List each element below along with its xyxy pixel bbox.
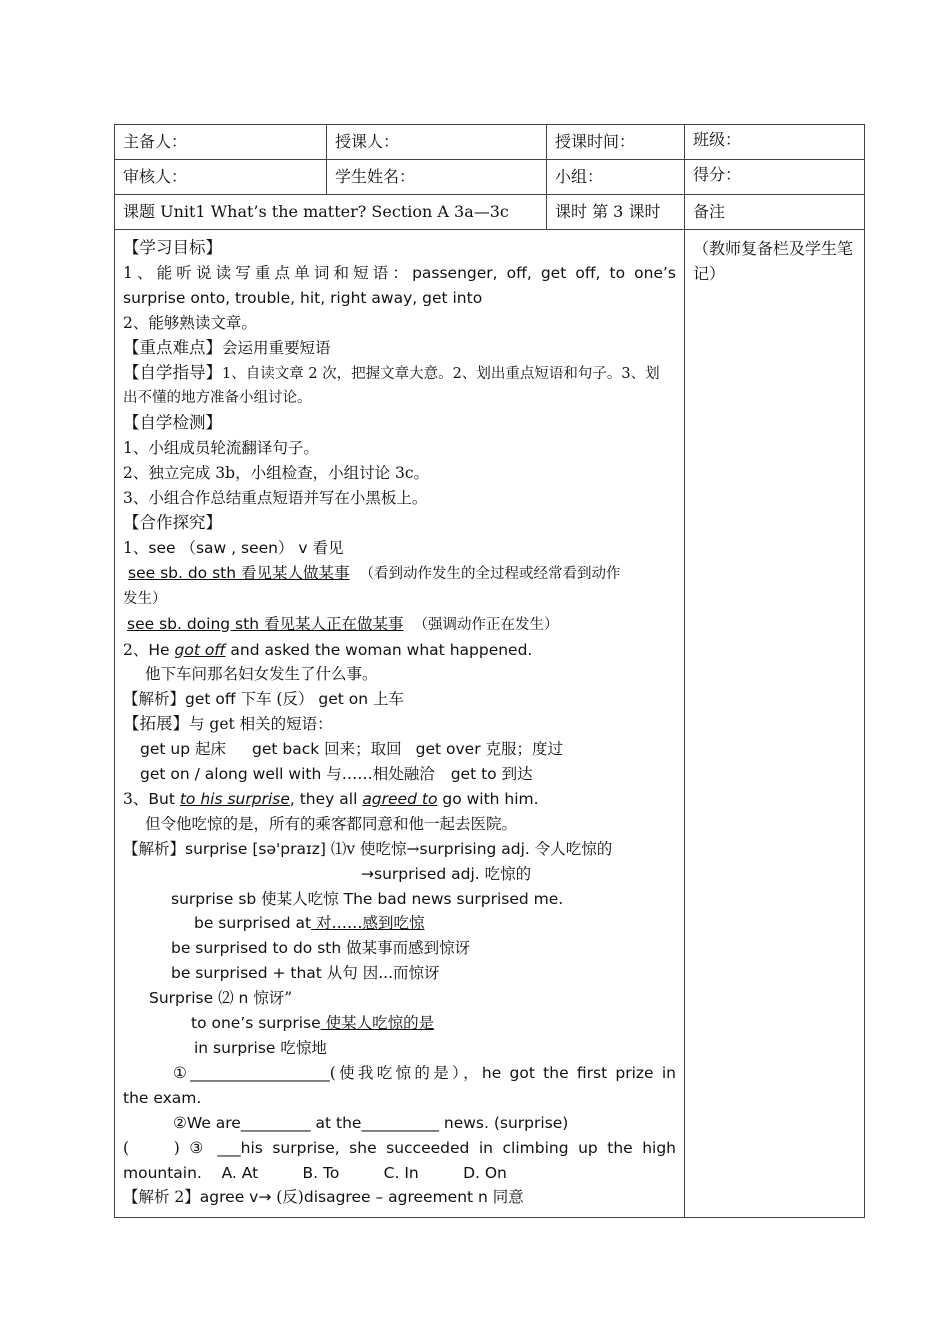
surprise-usage-5: to one’s surprise 使某人吃惊的是 [191, 1014, 435, 1033]
topic-cell: 课题 Unit1 What’s the matter? Section A 3a—3c [115, 195, 547, 230]
point-1-b: see sb. doing sth 看见某人正在做某事 （强调动作正在发生） [127, 614, 559, 633]
surprise-usage-6: in surprise 吃惊地 [194, 1039, 327, 1057]
key-points: 【重点难点】会运用重要短语 [123, 337, 331, 357]
surprise-analysis: 【解析】surprise [sə'praɪz] ⑴v 使吃惊→surprising adj. 令人吃惊的 [123, 839, 613, 858]
lesson-plan-sheet [114, 124, 864, 1217]
header-row-1 [115, 125, 865, 160]
point-1-a-cont: 发生） [123, 590, 167, 607]
goal-2: 2、能够熟读文章。 [123, 313, 257, 332]
point-2-analysis: 【解析】get off 下车 (反） get on 上车 [123, 690, 405, 709]
point-2: 2、He got off and asked the woman what happened. [123, 640, 533, 659]
self-study-guide: 【自学指导】1、自读文章 2 次，把握文章大意。2、划出重点短语和句子。3、划 [123, 362, 660, 382]
exercise-3-cont: mountain. A. At B. To C. In D. On [123, 1163, 507, 1182]
content-row [115, 230, 865, 1218]
exercise-1-cont: the exam. [123, 1088, 202, 1107]
extension-1: get up 起床 get back 回来；取回 get over 克服；度过 [140, 740, 564, 759]
agree-analysis: 【解析 2】agree v→ (反)disagree – agreement n 同意 [123, 1188, 524, 1207]
exercise-3: ( ) ③ ___his surprise, she succeeded in climbing up the high [123, 1138, 676, 1157]
check-title: 【自学检测】 [123, 413, 222, 433]
point-1: 1、see （saw , seen） v 看见 [123, 538, 344, 557]
surprise-analysis-2: →surprised adj. 吃惊的 [361, 864, 532, 883]
check-3: 3、小组合作总结重点短语并写在小黑板上。 [123, 489, 428, 508]
check-1: 1、小组成员轮流翻译句子。 [123, 439, 319, 458]
header-row-3 [115, 195, 865, 230]
extension-2: get on / along well with 与……相处融洽 get to 到达 [140, 765, 533, 784]
extension: 【拓展】与 get 相关的短语： [123, 714, 333, 734]
exercise-1: ①__________________(使我吃惊的是），he got the first prize in [173, 1063, 676, 1082]
goals-title: 【学习目标】 [123, 238, 222, 257]
teacher-cell: 授课人： [327, 125, 547, 160]
self-study-guide-cont: 出不懂的地方准备小组讨论。 [123, 390, 312, 407]
point-1-a: see sb. do sth 看见某人做某事 （看到动作发生的全过程或经常看到动作 [128, 563, 621, 582]
point-3: 3、But to his surprise, they all agreed to go with him. [123, 789, 539, 808]
coop-title: 【合作探究】 [123, 512, 222, 532]
point-2-cn: 他下车问那名妇女发生了什么事。 [145, 665, 378, 684]
teacher-notes-column: （教师复备栏及学生笔记） [685, 230, 865, 1218]
preparer-cell: 主备人： [115, 125, 327, 160]
reviewer-cell: 审核人： [115, 160, 327, 195]
group-cell: 小组： [547, 160, 685, 195]
period-cell: 课时 第 3 课时 [547, 195, 685, 230]
score-cell: 得分： [685, 160, 865, 195]
check-2: 2、独立完成 3b，小组检查，小组讨论 3c。 [123, 464, 430, 483]
student-name-cell: 学生姓名： [327, 160, 547, 195]
surprise-usage-1: surprise sb 使某人吃惊 The bad news surprised me. [171, 889, 564, 908]
lesson-plan-table [114, 124, 865, 1218]
surprise-noun: Surprise ⑵ n 惊讶” [149, 989, 293, 1008]
goal-1: 1、能听说读写重点单词和短语：passenger, off, get off, to one’s [123, 263, 676, 282]
goal-1-cont: surprise onto, trouble, hit, right away, get into [123, 288, 483, 307]
exercise-2: ②We are_________ at the__________ news. (surprise) [173, 1113, 569, 1132]
surprise-usage-3: be surprised to do sth 做某事而感到惊讶 [171, 939, 471, 958]
surprise-usage-4: be surprised + that 从句 因...而惊讶 [171, 964, 440, 983]
class-name-cell: 班级： [685, 125, 865, 160]
point-3-cn: 但令他吃惊的是，所有的乘客都同意和他一起去医院。 [145, 814, 518, 833]
notes-cell: 备注 [685, 195, 865, 230]
class-time-cell: 授课时间： [547, 125, 685, 160]
header-row-2 [115, 160, 865, 195]
main-content [115, 230, 685, 1218]
surprise-usage-2: be surprised at 对……感到吃惊 [194, 914, 425, 933]
